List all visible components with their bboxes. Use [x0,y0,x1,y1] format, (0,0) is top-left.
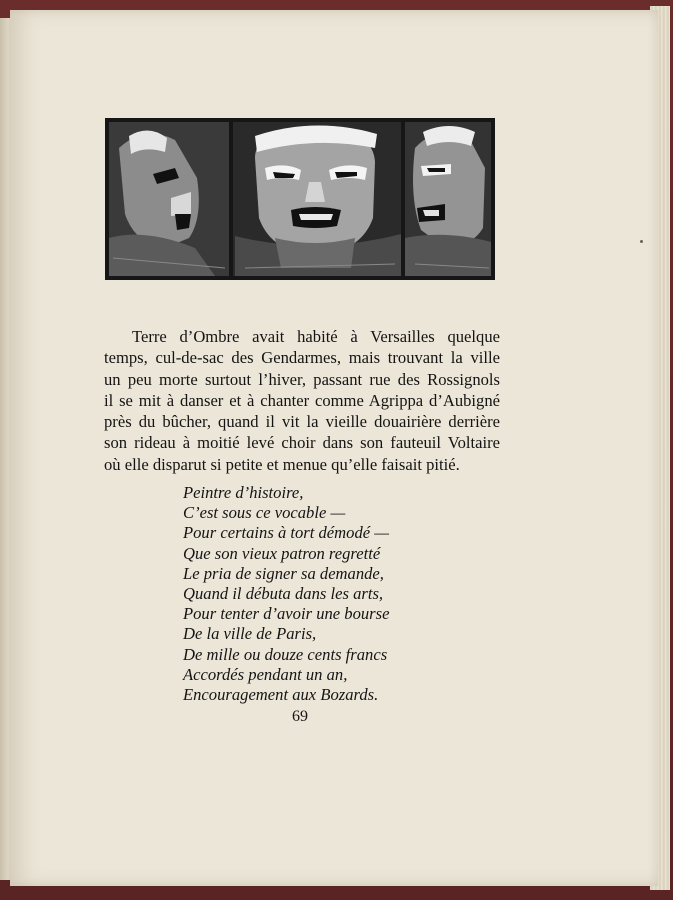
poem-verse: Pour tenter d’avoir une bourse [183,604,390,624]
paper-speck [640,240,643,243]
poem-verse: Le pria de signer sa demande, [183,563,384,583]
prose-line: Terre d’Ombre avait habité à Versailles quelque [132,327,500,346]
poem-verse: De la ville de Paris, [183,624,317,644]
prose-line: il se mit à danser et à chanter comme Agrippa d’Aubigné [104,390,500,410]
poem-verse: Pour certains à tort démodé — [183,523,390,543]
poem-verse: Encouragement aux Bozards. [183,685,379,705]
poem [183,483,389,705]
prose-line: un peu morte surtout l’hiver, passant rue des Rossignols [104,369,500,389]
poem-verse: Accordés pendant un an, [183,664,348,684]
woodcut-illustration [105,118,495,280]
prose-paragraph [104,326,500,475]
poem-verse: Que son vieux patron regretté [183,543,381,563]
poem-verse: C’est sous ce vocable — [183,503,346,523]
prose-line: son rideau à moitié levé choir dans son fauteuil Voltaire [104,433,500,453]
prose-line: temps, cul-de-sac des Gendarmes, mais trouvant la ville [104,348,500,368]
prose-line: où elle disparut si petite et menue qu’elle faisait pitié. [104,454,460,474]
prose-line: près du bûcher, quand il vit la vieille douairière derrière [104,412,500,432]
poem-verse: De mille ou douze cents francs [183,644,388,664]
three-faces-woodcut-image [105,118,495,280]
page-number: 69 [292,708,308,725]
poem-verse: Quand il débuta dans les arts, [183,584,384,604]
poem-verse: Peintre d’histoire, [183,483,304,502]
